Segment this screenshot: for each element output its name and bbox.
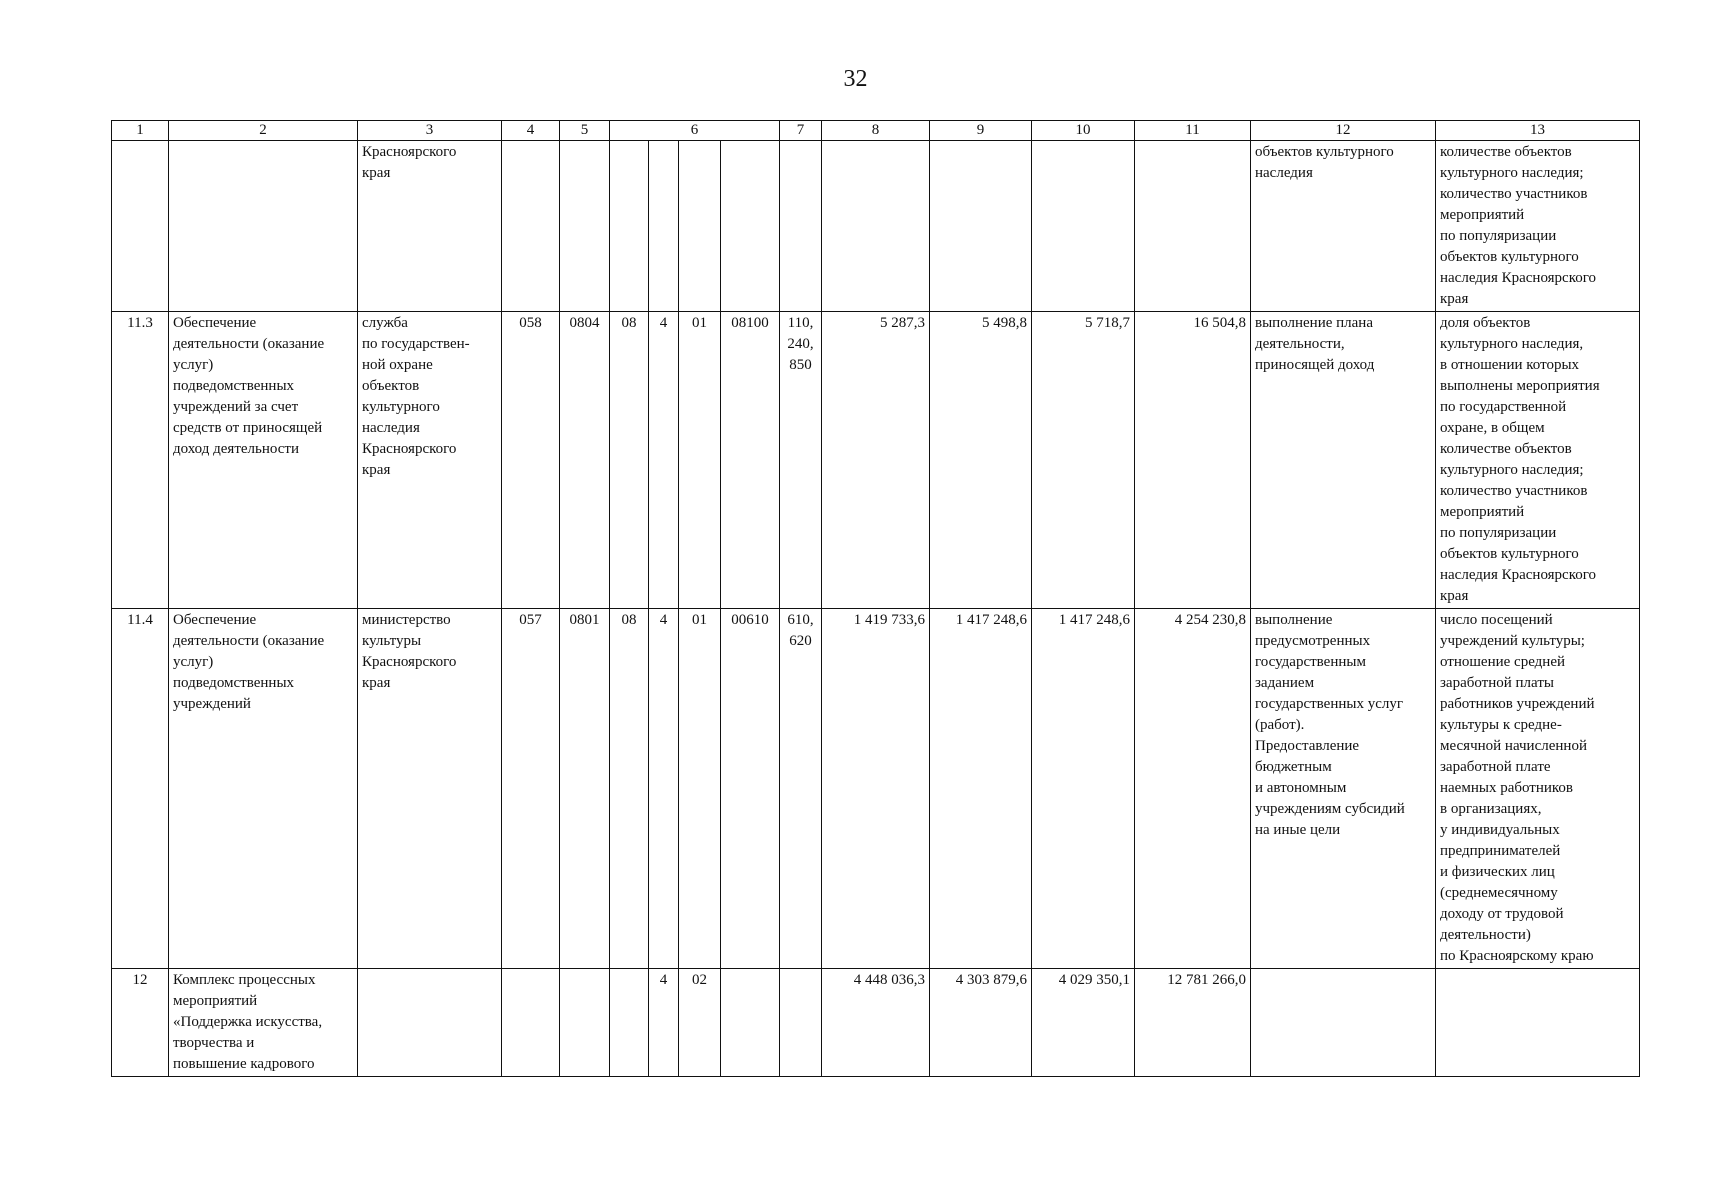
amount-year-3 <box>1032 141 1135 312</box>
grbs-code: 057 <box>502 609 560 969</box>
row-number <box>112 141 169 312</box>
csr-direction-code: 08100 <box>721 312 780 609</box>
amount-year-3: 5 718,7 <box>1032 312 1135 609</box>
header-cell-13: 13 <box>1436 121 1640 141</box>
header-cell-8: 8 <box>822 121 930 141</box>
header-cell-9: 9 <box>930 121 1032 141</box>
executor: министерство культуры Красноярского края <box>358 609 502 969</box>
csr-program-code: 08 <box>610 609 649 969</box>
table-row <box>112 312 1640 609</box>
table-row <box>112 609 1640 969</box>
header-cell-2: 2 <box>169 121 358 141</box>
expected-result: выполнение предусмотренных государственным заданием государственных услуг (работ). Предоставление бюджетным и автономным учреждениям субсидий на иные цели <box>1251 609 1436 969</box>
amount-total <box>1135 141 1251 312</box>
expense-type-code <box>780 141 822 312</box>
amount-year-2 <box>930 141 1032 312</box>
program-activities-table <box>111 120 1640 1077</box>
amount-year-1: 5 287,3 <box>822 312 930 609</box>
csr-complex-code: 02 <box>679 969 721 1077</box>
expense-type-code <box>780 969 822 1077</box>
amount-year-2: 4 303 879,6 <box>930 969 1032 1077</box>
grbs-code: 058 <box>502 312 560 609</box>
csr-direction-code: 00610 <box>721 609 780 969</box>
csr-type-code: 4 <box>649 969 679 1077</box>
page-number: 32 <box>843 66 868 92</box>
header-cell-1: 1 <box>112 121 169 141</box>
section-code: 0804 <box>560 312 610 609</box>
table-row <box>112 969 1640 1077</box>
header-cell-4: 4 <box>502 121 560 141</box>
grbs-code <box>502 141 560 312</box>
table-row <box>112 141 1640 312</box>
expected-result: объектов культурного наследия <box>1251 141 1436 312</box>
amount-total: 16 504,8 <box>1135 312 1251 609</box>
header-cell-3: 3 <box>358 121 502 141</box>
csr-type-code: 4 <box>649 312 679 609</box>
amount-year-2: 1 417 248,6 <box>930 609 1032 969</box>
row-number: 11.4 <box>112 609 169 969</box>
amount-year-3: 1 417 248,6 <box>1032 609 1135 969</box>
header-cell-5: 5 <box>560 121 610 141</box>
amount-year-1: 1 419 733,6 <box>822 609 930 969</box>
executor <box>358 969 502 1077</box>
activity-name <box>169 141 358 312</box>
csr-program-code <box>610 141 649 312</box>
expense-type-code: 110, 240, 850 <box>780 312 822 609</box>
expected-result <box>1251 969 1436 1077</box>
activity-name: Обеспечение деятельности (оказание услуг) подведомственных учреждений за счет средств от приносящей доход деятельности <box>169 312 358 609</box>
activity-name: Комплекс процессных мероприятий «Поддержка искусства, творчества и повышение кадрового <box>169 969 358 1077</box>
section-code <box>560 141 610 312</box>
expense-type-code: 610, 620 <box>780 609 822 969</box>
grbs-code <box>502 969 560 1077</box>
amount-year-1: 4 448 036,3 <box>822 969 930 1077</box>
executor: служба по государствен- ной охране объектов культурного наследия Красноярского края <box>358 312 502 609</box>
result-indicator: количестве объектов культурного наследия; количество участников мероприятий по популяризации объектов культурного наследия Красноярского края <box>1436 141 1640 312</box>
csr-direction-code <box>721 141 780 312</box>
csr-complex-code <box>679 141 721 312</box>
amount-year-3: 4 029 350,1 <box>1032 969 1135 1077</box>
header-cell-7: 7 <box>780 121 822 141</box>
csr-type-code: 4 <box>649 609 679 969</box>
header-cell-12: 12 <box>1251 121 1436 141</box>
amount-total: 4 254 230,8 <box>1135 609 1251 969</box>
csr-direction-code <box>721 969 780 1077</box>
header-cell-6: 6 <box>610 121 780 141</box>
csr-program-code: 08 <box>610 312 649 609</box>
amount-year-2: 5 498,8 <box>930 312 1032 609</box>
amount-total: 12 781 266,0 <box>1135 969 1251 1077</box>
csr-type-code <box>649 141 679 312</box>
row-number: 11.3 <box>112 312 169 609</box>
result-indicator: доля объектов культурного наследия, в отношении которых выполнены мероприятия по государственной охране, в общем количестве объектов культурного наследия; количество участников мероприятий по популяризации объектов культурного наследия Красноярского края <box>1436 312 1640 609</box>
csr-complex-code: 01 <box>679 609 721 969</box>
expected-result: выполнение плана деятельности, приносящей доход <box>1251 312 1436 609</box>
csr-program-code <box>610 969 649 1077</box>
csr-complex-code: 01 <box>679 312 721 609</box>
header-cell-10: 10 <box>1032 121 1135 141</box>
executor: Красноярского края <box>358 141 502 312</box>
result-indicator: число посещений учреждений культуры; отношение средней заработной платы работников учреждений культуры к средне- месячной начисленной заработной плате наемных работников в организациях, у индивидуальных предпринимателей и физических лиц (среднемесячному доходу от трудовой деятельности) по Красноярскому краю <box>1436 609 1640 969</box>
result-indicator <box>1436 969 1640 1077</box>
header-cell-11: 11 <box>1135 121 1251 141</box>
row-number: 12 <box>112 969 169 1077</box>
section-code <box>560 969 610 1077</box>
amount-year-1 <box>822 141 930 312</box>
section-code: 0801 <box>560 609 610 969</box>
column-number-header-row <box>112 121 1640 141</box>
activity-name: Обеспечение деятельности (оказание услуг) подведомственных учреждений <box>169 609 358 969</box>
